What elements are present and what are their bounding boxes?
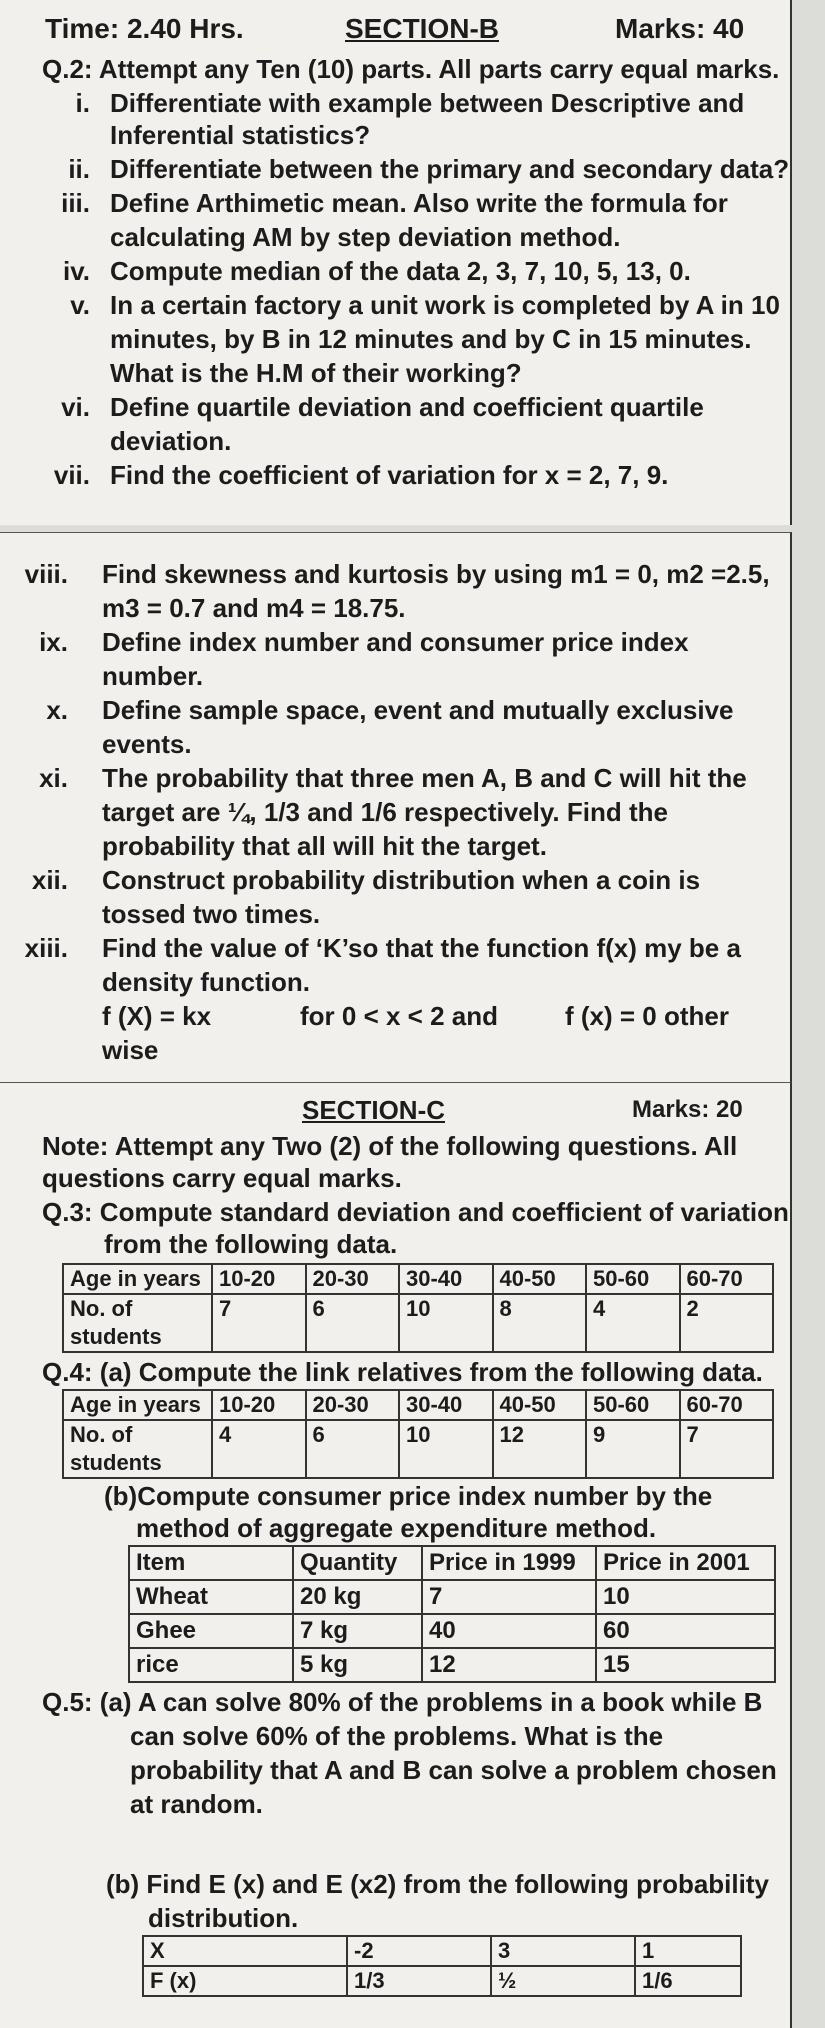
formula-cont: wise <box>102 1035 159 1065</box>
table-cell: 7 <box>212 1294 306 1352</box>
time-label: Time: 2.40 Hrs. <box>45 13 244 44</box>
table-cell: 20 kg <box>293 1580 422 1614</box>
table-cell: 6 <box>306 1420 400 1478</box>
table-cell: 10 <box>596 1580 775 1614</box>
table-cell: 6 <box>306 1294 400 1352</box>
item-number: vii. <box>53 460 90 490</box>
table-cell: 60 <box>596 1614 775 1648</box>
paper-strip-2 <box>0 532 792 1083</box>
item-line: probability that all will hit the target. <box>102 831 547 861</box>
item-line: calculating AM by step deviation method. <box>110 222 621 252</box>
formula-left: f (X) = kx <box>102 1001 212 1031</box>
row-label: No. of <box>70 1422 133 1447</box>
section-c-title: SECTION-C <box>302 1095 445 1125</box>
table-cell: 4 <box>586 1294 680 1352</box>
table-cell: 40-50 <box>493 1390 587 1420</box>
item-number: iii. <box>61 188 90 218</box>
table-cell: Age in years <box>63 1390 212 1420</box>
table-cell: 15 <box>596 1648 775 1682</box>
q5a-line: can solve 60% of the problems. What is the <box>130 1721 664 1751</box>
item-number: xi. <box>39 763 68 793</box>
table-cell: Quantity <box>293 1546 422 1580</box>
table-cell: 10 <box>399 1294 493 1352</box>
item-line: m3 = 0.7 and m4 = 18.75. <box>102 593 406 623</box>
table-cell: -2 <box>347 1936 491 1966</box>
table-cell: 30-40 <box>399 1264 493 1294</box>
table-cell: Age in years <box>63 1264 212 1294</box>
table-cell: 50-60 <box>586 1390 680 1420</box>
table-cell: 12 <box>422 1648 596 1682</box>
marks-label: Marks: 40 <box>615 13 745 44</box>
q3-line: from the following data. <box>104 1229 398 1259</box>
item-line: What is the H.M of their working? <box>110 358 522 388</box>
table-row <box>129 1580 775 1614</box>
table-cell <box>63 1294 212 1352</box>
table-cell: 12 <box>493 1420 587 1478</box>
formula-middle: for 0 < x < 2 and <box>300 1001 498 1031</box>
item-line: Construct probability distribution when a coin is <box>102 865 701 895</box>
table-cell: X <box>143 1936 347 1966</box>
row-label: students <box>70 1450 162 1475</box>
item-number: i. <box>75 88 90 118</box>
item-line: Inferential statistics? <box>110 120 371 150</box>
table-row <box>129 1546 775 1580</box>
table-cell: Price in 1999 <box>422 1546 596 1580</box>
table-cell: F (x) <box>143 1966 347 1996</box>
paper-strip-1 <box>0 0 792 525</box>
table-row <box>129 1614 775 1648</box>
table-cell: 1 <box>635 1936 741 1966</box>
table-cell: 7 <box>680 1420 774 1478</box>
table-cell: ½ <box>491 1966 635 1996</box>
table-cell: 40-50 <box>493 1264 587 1294</box>
item-line: Find the coefficient of variation for x = 2, 7, 9. <box>110 460 669 490</box>
row-label: students <box>70 1324 162 1349</box>
table-cell: Item <box>129 1546 293 1580</box>
item-number: v. <box>70 290 90 320</box>
table-row <box>143 1966 741 1996</box>
q5b-line: distribution. <box>148 1903 299 1933</box>
table-cell <box>63 1420 212 1478</box>
table-row <box>63 1420 773 1478</box>
item-line: Define Arthimetic mean. Also write the formula for <box>110 188 728 218</box>
table-cell: Ghee <box>129 1614 293 1648</box>
q4-line: Q.4: (a) Compute the link relatives from the following data. <box>42 1357 763 1387</box>
item-line: Define sample space, event and mutually exclusive <box>102 695 734 725</box>
q3-table <box>62 1263 774 1353</box>
item-line: number. <box>102 661 204 691</box>
item-line: events. <box>102 729 192 759</box>
table-cell: 7 kg <box>293 1614 422 1648</box>
q4b-line: (b)Compute consumer price index number by the <box>104 1481 713 1511</box>
row-label: No. of <box>70 1296 133 1321</box>
table-cell: 10-20 <box>212 1264 306 1294</box>
paper-strip-3 <box>0 1082 792 2028</box>
item-line: minutes, by B in 12 minutes and by C in 15 minutes. <box>110 324 752 354</box>
section-b-title: SECTION-B <box>345 13 499 44</box>
item-line: Define quartile deviation and coefficient quartile <box>110 392 704 422</box>
q5a-line: at random. <box>130 1789 263 1819</box>
table-cell: 8 <box>493 1294 587 1352</box>
q4-table <box>62 1389 774 1479</box>
item-line: Find skewness and kurtosis by using m1 = 0, m2 =2.5, <box>102 559 770 589</box>
item-line: deviation. <box>110 426 232 456</box>
table-cell: rice <box>129 1648 293 1682</box>
item-line: target are ¼, 1/3 and 1/6 respectively. Find the <box>102 797 668 827</box>
item-line: Find the value of ‘K’so that the function f(x) my be a <box>102 933 741 963</box>
item-number: ix. <box>39 627 68 657</box>
item-line: Define index number and consumer price index <box>102 627 689 657</box>
item-number: ii. <box>68 154 90 184</box>
section-c-marks: Marks: 20 <box>632 1096 743 1123</box>
item-line: Compute median of the data 2, 3, 7, 10, 5, 13, 0. <box>110 256 691 286</box>
table-cell: Wheat <box>129 1580 293 1614</box>
table-cell: 5 kg <box>293 1648 422 1682</box>
table-cell: 50-60 <box>586 1264 680 1294</box>
item-number: x. <box>46 695 68 725</box>
q5b-line: (b) Find E (x) and E (x2) from the following probability <box>106 1869 769 1899</box>
table-cell: 9 <box>586 1420 680 1478</box>
table-cell: 1/3 <box>347 1966 491 1996</box>
item-number: viii. <box>24 559 68 589</box>
table-cell: 7 <box>422 1580 596 1614</box>
table-cell: 40 <box>422 1614 596 1648</box>
table-cell: 10-20 <box>212 1390 306 1420</box>
table-row <box>63 1390 773 1420</box>
q5a-line: Q.5: (a) A can solve 80% of the problems in a book while B <box>42 1687 763 1717</box>
table-row <box>63 1294 773 1352</box>
table-cell: 20-30 <box>306 1264 400 1294</box>
table-cell: 3 <box>491 1936 635 1966</box>
q5a-line: probability that A and B can solve a problem chosen <box>130 1755 777 1785</box>
table-cell: 10 <box>399 1420 493 1478</box>
q4b-line: method of aggregate expenditure method. <box>136 1513 657 1543</box>
table-row <box>129 1648 775 1682</box>
table-cell: 60-70 <box>680 1390 774 1420</box>
item-line: tossed two times. <box>102 899 321 929</box>
item-line: Differentiate between the primary and secondary data? <box>110 154 790 184</box>
item-line: In a certain factory a unit work is completed by A in 10 <box>110 290 780 320</box>
item-number: xii. <box>31 865 68 895</box>
table-cell: 1/6 <box>635 1966 741 1996</box>
item-number: xiii. <box>24 933 68 963</box>
table-cell: 2 <box>680 1294 774 1352</box>
table-cell: Price in 2001 <box>596 1546 775 1580</box>
item-number: iv. <box>63 256 90 286</box>
table-row <box>63 1264 773 1294</box>
table-cell: 20-30 <box>306 1390 400 1420</box>
section-c-note: questions carry equal marks. <box>42 1163 402 1193</box>
item-line: The probability that three men A, B and C will hit the <box>102 763 747 793</box>
q5-table <box>142 1935 742 1997</box>
price-table <box>128 1545 776 1683</box>
table-row <box>143 1936 741 1966</box>
table-cell: 30-40 <box>399 1390 493 1420</box>
formula-right: f (x) = 0 other <box>565 1001 729 1031</box>
q2-instruction: Q.2: Attempt any Ten (10) parts. All parts carry equal marks. <box>42 54 780 84</box>
q3-line: Q.3: Compute standard deviation and coefficient of variation <box>42 1197 789 1227</box>
item-line: density function. <box>102 967 310 997</box>
table-cell: 4 <box>212 1420 306 1478</box>
section-c-note: Note: Attempt any Two (2) of the following questions. All <box>42 1131 738 1161</box>
item-line: Differentiate with example between Descriptive and <box>110 88 745 118</box>
table-cell: 60-70 <box>680 1264 774 1294</box>
item-number: vi. <box>61 392 90 422</box>
